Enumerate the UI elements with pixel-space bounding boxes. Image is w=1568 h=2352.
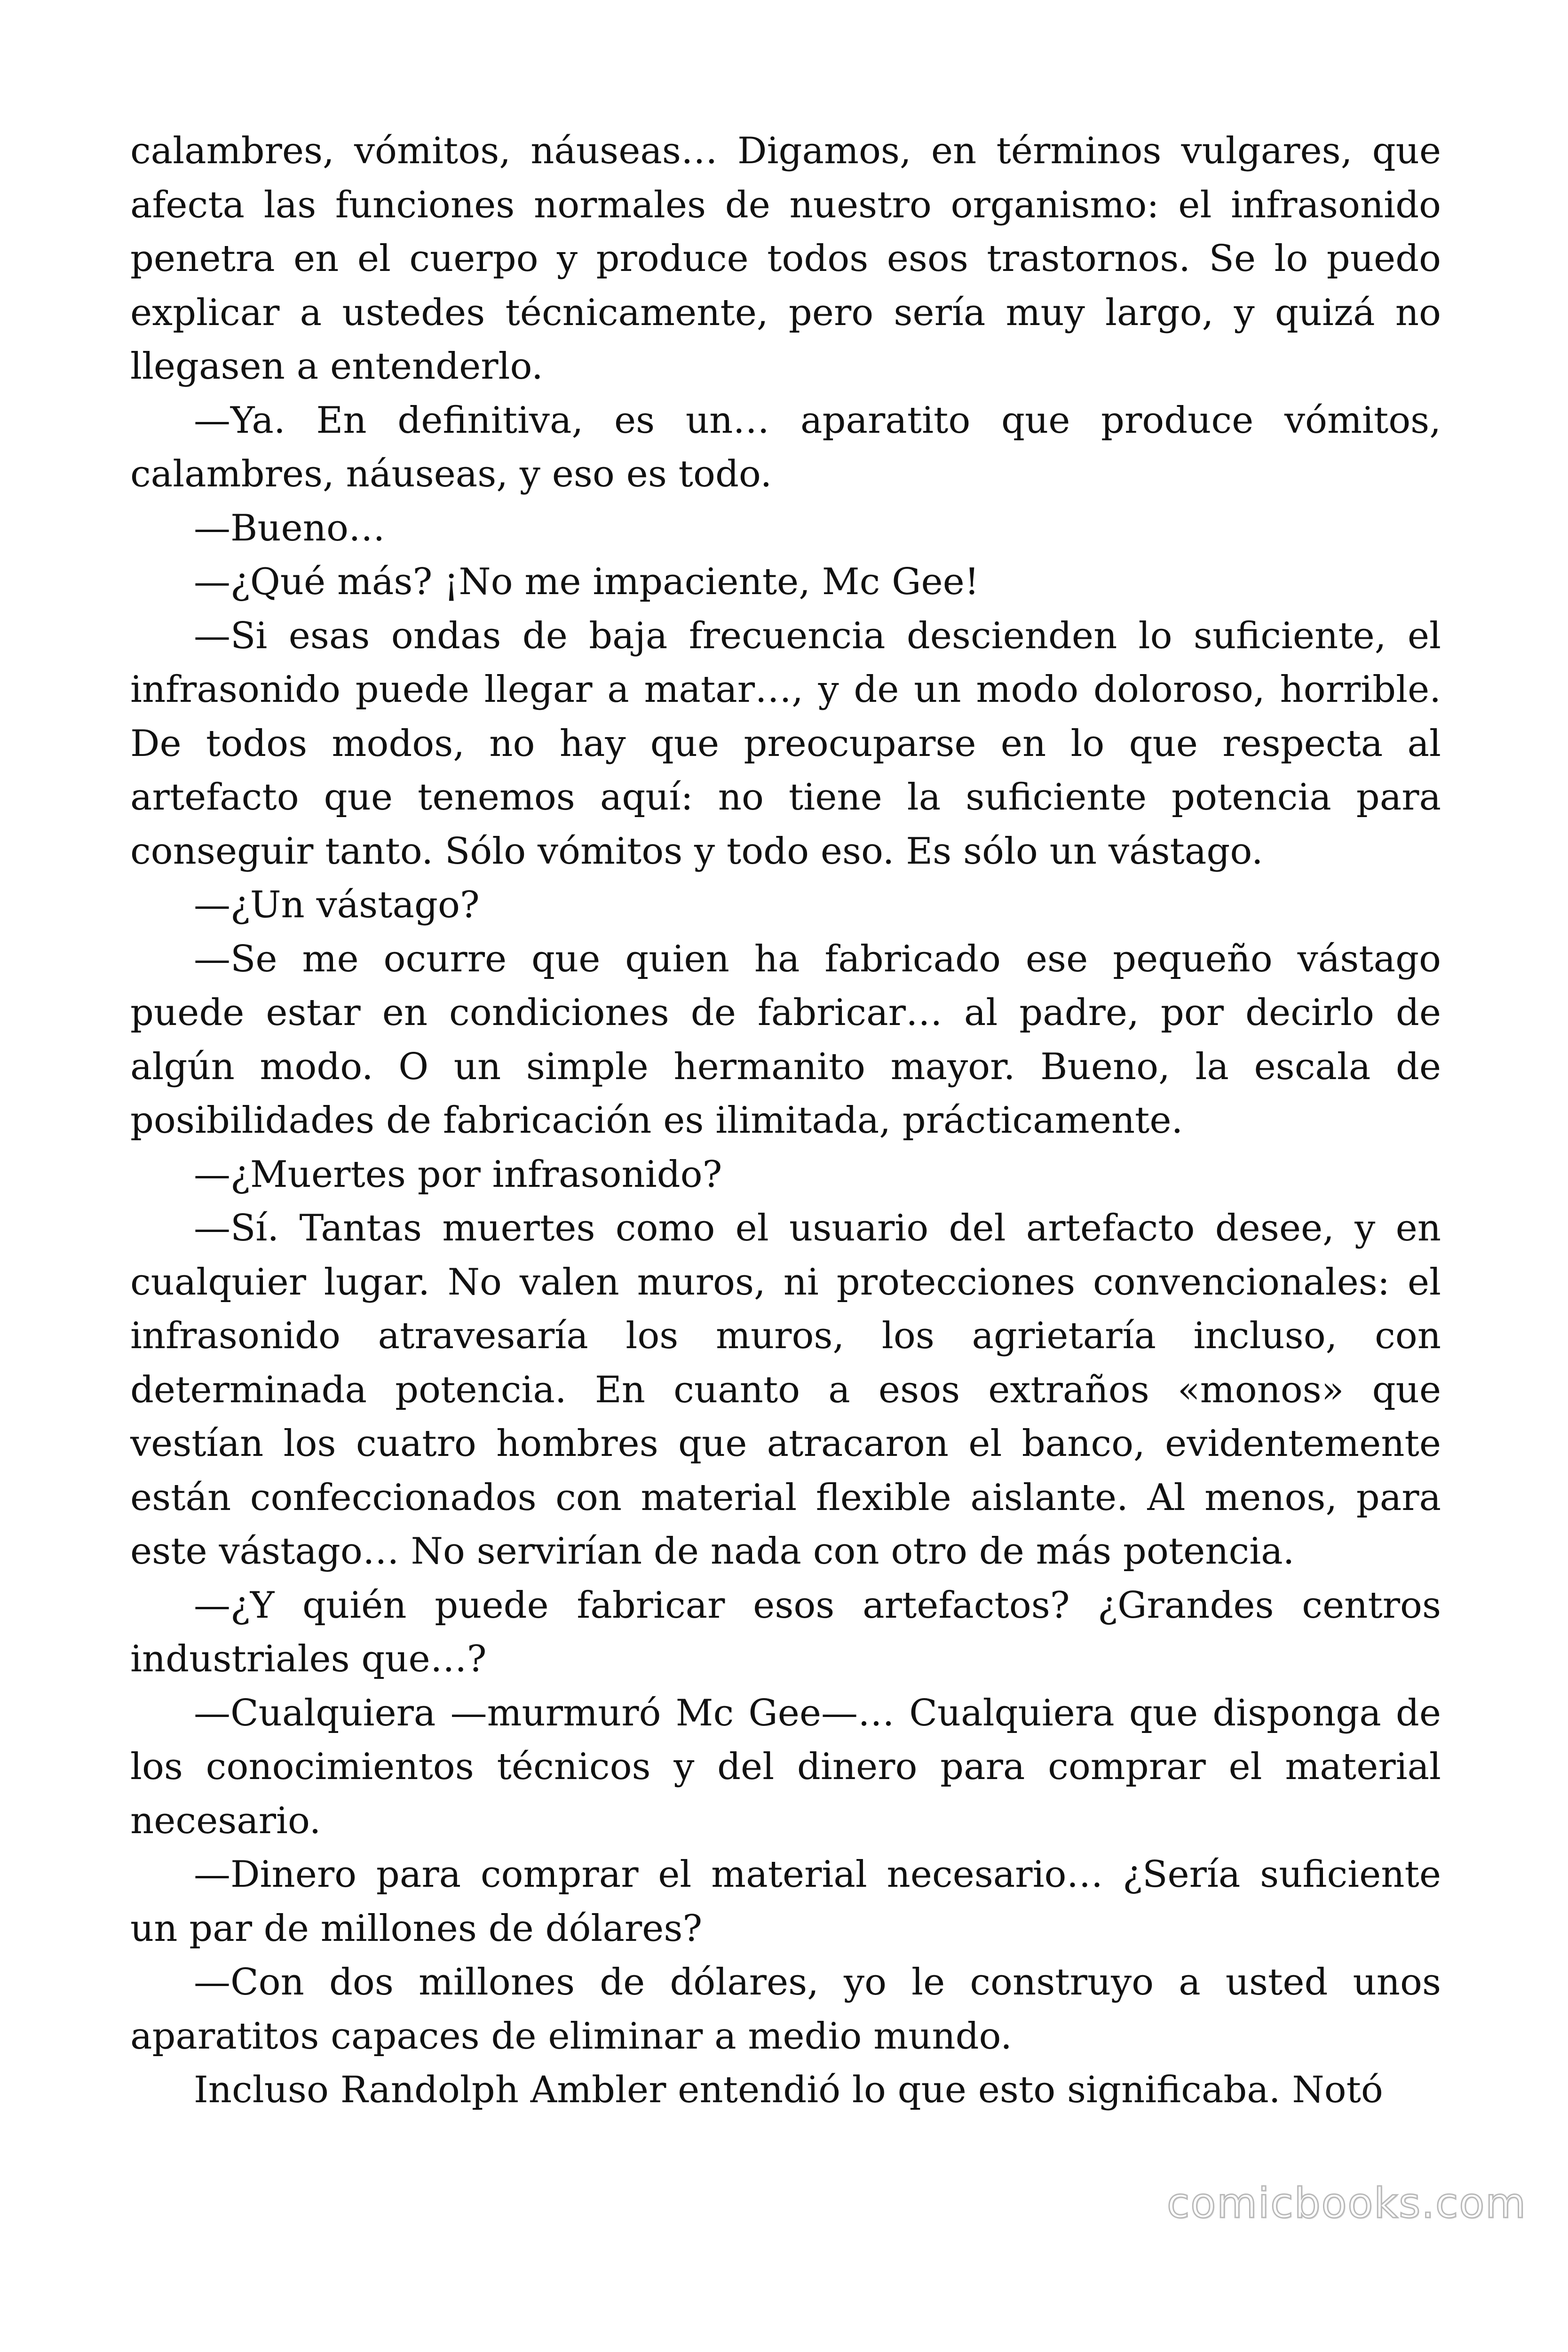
dialogue-paragraph: —Se me ocurre que quien ha fabricado ese pequeño vástago puede estar en condiciones de fabricar… al padre, por decirlo de algún modo. O un simple hermanito mayor. Bueno, la escala de posibilidades de fabricación es ilimitada, prácticamente. (130, 938, 1441, 1142)
dialogue-paragraph: —Bueno… (194, 507, 385, 549)
dialogue-paragraph: —Con dos millones de dólares, yo le construyo a usted unos aparatitos capaces de eliminar a medio mundo. (130, 1961, 1441, 2058)
narration-paragraph: Incluso Randolph Ambler entendió lo que esto significaba. Notó (194, 2069, 1383, 2111)
watermark-text: comicbooks.com (1166, 2179, 1527, 2227)
dialogue-paragraph: —Cualquiera —murmuró Mc Gee—… Cualquiera que disponga de los conocimientos técnicos y del dinero para comprar el material necesario. (130, 1692, 1441, 1842)
dialogue-paragraph: —Ya. En definitiva, es un… aparatito que produce vómitos, calambres, náuseas, y eso es todo. (130, 399, 1441, 495)
dialogue-paragraph: —Dinero para comprar el material necesario… ¿Sería suficiente un par de millones de dólares? (130, 1853, 1441, 1950)
book-page-text (130, 124, 1441, 2117)
dialogue-paragraph: —¿Un vástago? (194, 884, 480, 926)
dialogue-paragraph: —Sí. Tantas muertes como el usuario del artefacto desee, y en cualquier lugar. No valen muros, ni protecciones convencionales: el infrasonido atravesaría los muros, los agrietaría incluso, con determinada potencia. En cuanto a esos extraños «monos» que vestían los cuatro hombres que atracaron el banco, evidentemente están confeccionados con material flexible aislante. Al menos, para este vástago… No servirían de nada con otro de más potencia. (130, 1207, 1441, 1573)
paragraph-continuation: calambres, vómitos, náuseas… Digamos, en términos vulgares, que afecta las funciones normales de nuestro organismo: el infrasonido penetra en el cuerpo y produce todos esos trastornos. Se lo puedo explicar a ustedes técnicamente, pero sería muy largo, y quizá no llegasen a entenderlo. (130, 130, 1441, 388)
dialogue-paragraph: —¿Y quién puede fabricar esos artefactos? ¿Grandes centros industriales que…? (130, 1584, 1441, 1680)
dialogue-paragraph: —¿Muertes por infrasonido? (194, 1153, 722, 1196)
dialogue-paragraph: —¿Qué más? ¡No me impaciente, Mc Gee! (194, 561, 980, 603)
dialogue-paragraph: —Si esas ondas de baja frecuencia descienden lo suficiente, el infrasonido puede llegar a matar…, y de un modo doloroso, horrible. De todos modos, no hay que preocuparse en lo que respecta al artefacto que tenemos aquí: no tiene la suficiente potencia para conseguir tanto. Sólo vómitos y todo eso. Es sólo un vástago. (130, 614, 1441, 873)
